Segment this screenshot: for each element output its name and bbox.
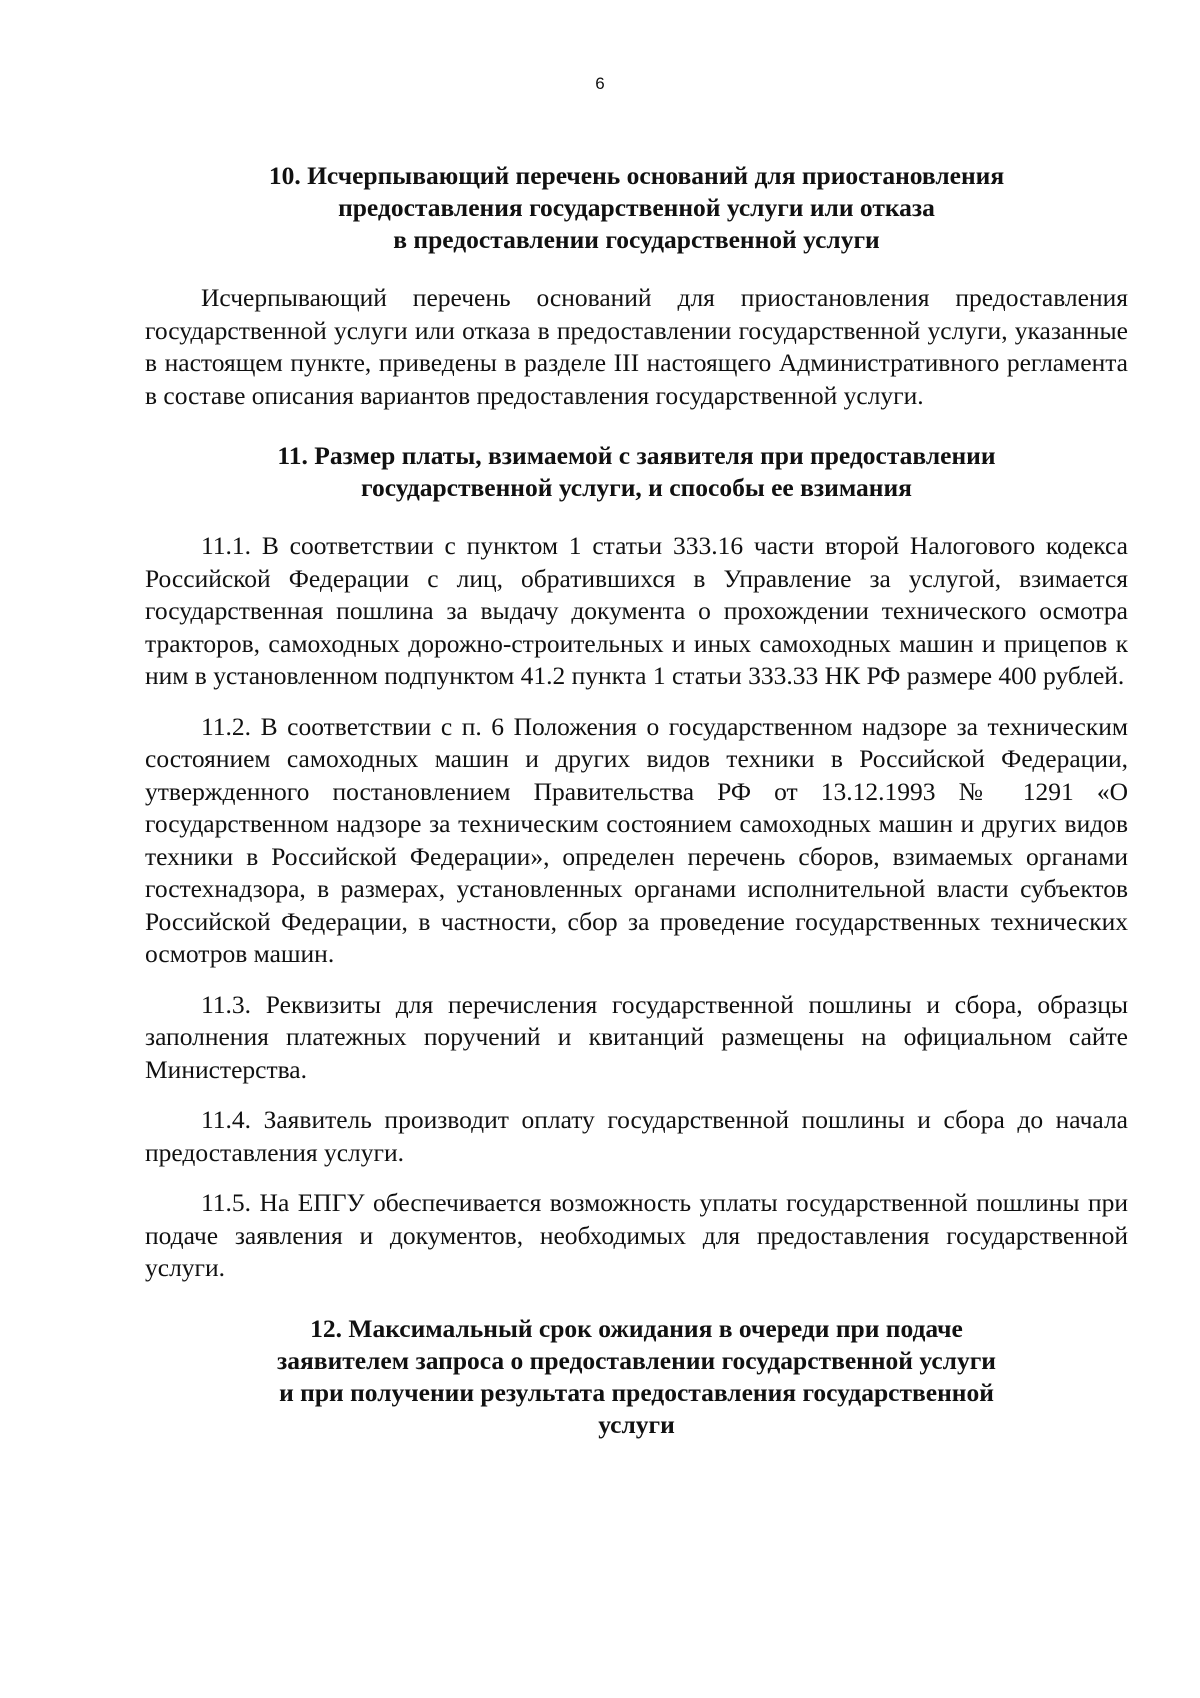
heading-line: в предоставлении государственной услуги bbox=[393, 225, 880, 254]
heading-line: услуги bbox=[598, 1409, 675, 1439]
paragraph-11-1: 11.1. В соответствии с пунктом 1 статьи 333.16 части второй Налогового кодекса Российской Федерации с лиц, обратившихся в Управление за услугой, взимается государственная пошлина за выдачу документа о прохождении технического осмотра тракторов, самоходных дорожно-строительных и иных самоходных машин и прицепов к ним в установленном подпунктом 41.2 пункта 1 статьи 333.33 НК РФ размере 400 рублей. bbox=[145, 531, 1128, 690]
page-number: 6 bbox=[595, 74, 605, 93]
paragraph-11-5: 11.5. На ЕПГУ обеспечивается возможность уплаты государственной пошлины при подаче заявления и документов, необходимых для предоставления государственной услуги. bbox=[145, 1188, 1128, 1282]
section-10-paragraph: Исчерпывающий перечень оснований для приостановления предоставления государственной услуги или отказа в предоставлении государственной услуги, указанные в настоящем пункте, приведены в разделе III настоящего Административного регламента в составе описания вариантов предоставления государственной услуги. bbox=[145, 283, 1128, 410]
section-10-heading bbox=[145, 160, 1128, 256]
heading-line: 10. Исчерпывающий перечень оснований для приостановления bbox=[268, 161, 1005, 190]
heading-line: и при получении результата предоставления государственной bbox=[279, 1377, 994, 1407]
paragraph-11-3: 11.3. Реквизиты для перечисления государственной пошлины и сбора, образцы заполнения платежных поручений и квитанций размещены на официальном сайте Министерства. bbox=[145, 989, 1128, 1084]
heading-line: заявителем запроса о предоставлении государственной услуги bbox=[277, 1345, 996, 1375]
paragraph-11-2: 11.2. В соответствии с п. 6 Положения о государственном надзоре за техническим состоянием самоходных машин и других видов техники в Российской Федерации, утвержденного постановлением Правительства РФ от 13.12.1993 № 1291 «О государственном надзоре за техническим состоянием самоходных машин и других видов техники в Российской Федерации», определен перечень сборов, взимаемых органами гостехнадзора, в размерах, установленных органами исполнительной власти субъектов Российской Федерации, в частности, сбор за проведение государственных технических осмотров машин. bbox=[145, 711, 1128, 968]
heading-line: 12. Максимальный срок ожидания в очереди при подаче bbox=[310, 1313, 963, 1343]
heading-line: 11. Размер платы, взимаемой с заявителя при предоставлении bbox=[277, 441, 996, 470]
section-11-heading bbox=[145, 440, 1128, 504]
page-content bbox=[145, 160, 1128, 1441]
section-12-heading bbox=[145, 1313, 1128, 1441]
heading-line: государственной услуги, и способы ее взимания bbox=[361, 473, 912, 502]
heading-line: предоставления государственной услуги или отказа bbox=[338, 193, 935, 222]
paragraph-11-4: 11.4. Заявитель производит оплату государственной пошлины и сбора до начала предоставления услуги. bbox=[145, 1105, 1128, 1167]
